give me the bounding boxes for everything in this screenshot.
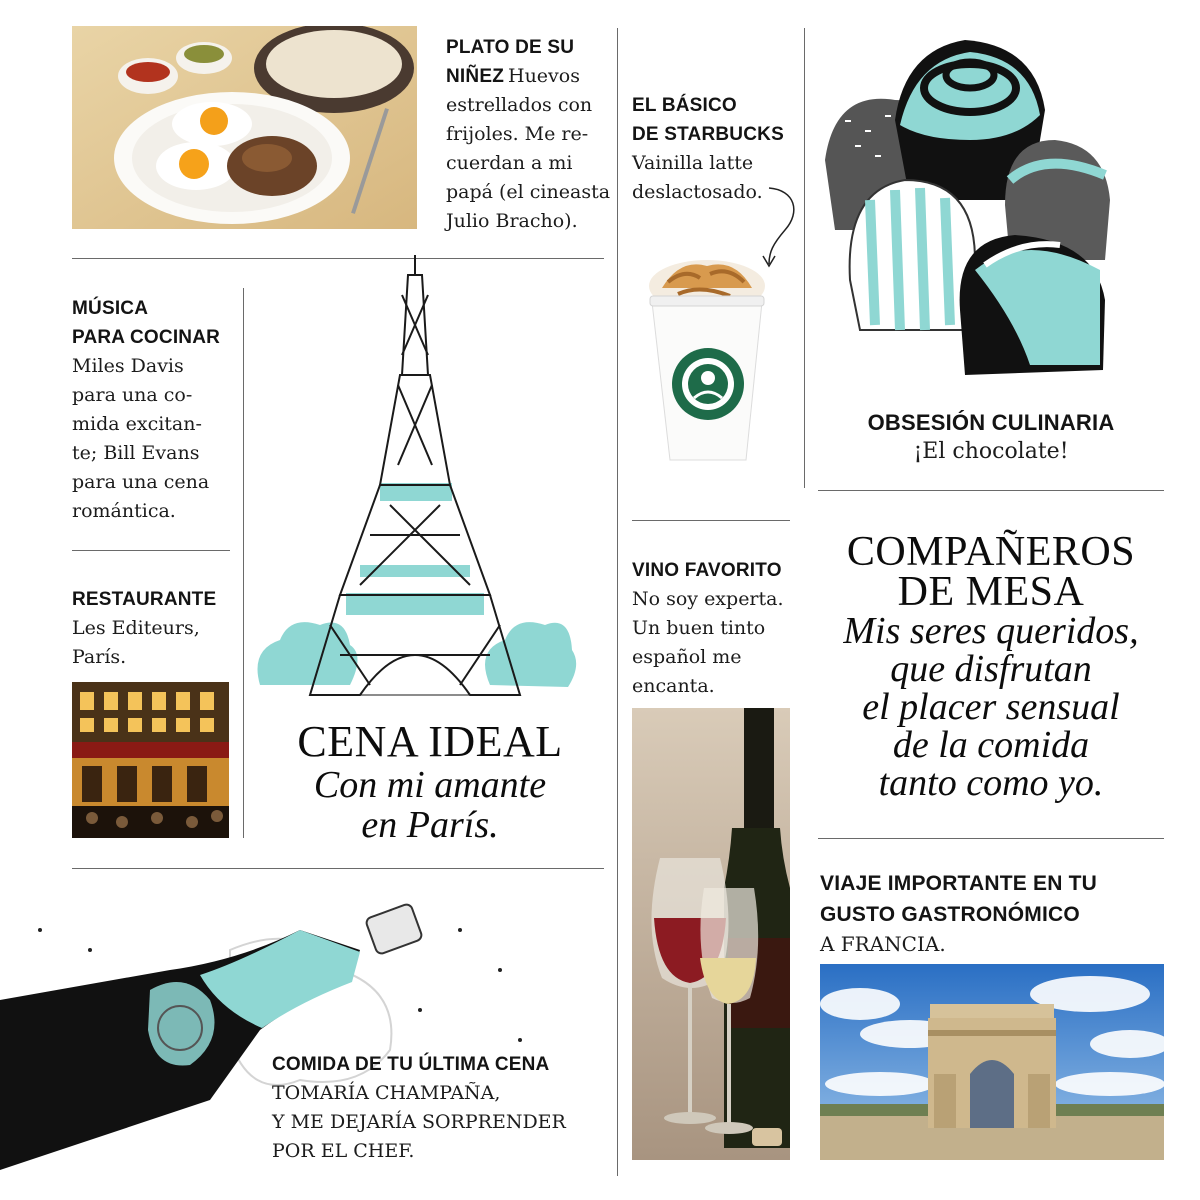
plato-section — [446, 33, 614, 236]
comida-section — [272, 1050, 612, 1166]
plato-text-line2: estrellados con — [446, 94, 593, 116]
plato-text-line1: Huevos — [508, 65, 580, 87]
musica-text-line6: romántica. — [72, 500, 176, 522]
rule-h-6 — [818, 838, 1164, 839]
restaurant-photo — [72, 682, 229, 838]
comida-heading: COMIDA DE TU ÚLTIMA CENA — [272, 1054, 550, 1075]
rule-h-3 — [72, 868, 604, 869]
plato-heading-line2: NIÑEZ — [446, 66, 504, 87]
obsesion-heading: OBSESIÓN CULINARIA — [867, 410, 1115, 435]
viaje-text: A FRANCIA. — [820, 932, 946, 956]
companeros-title-line2: DE MESA — [897, 569, 1085, 615]
musica-text-line5: para una cena — [72, 471, 210, 493]
eggs-plate-photo — [72, 26, 417, 229]
vino-text-line2: Un buen tinto — [632, 617, 766, 639]
plato-heading-line1: PLATO DE SU — [446, 37, 575, 58]
cena-sub-line1: Con mi amante — [313, 764, 547, 806]
viaje-section — [820, 868, 1164, 959]
restaurante-text-line2: París. — [72, 646, 127, 668]
companeros-sub-line4: de la comida — [892, 724, 1090, 766]
companeros-sub-line1: Mis seres queridos, — [843, 610, 1139, 652]
eiffel-tower-illustration — [250, 255, 580, 715]
rule-v-1 — [617, 28, 618, 1176]
musica-heading-line2: PARA COCINAR — [72, 327, 221, 348]
wine-photo — [632, 708, 790, 1160]
viaje-heading-line1: VIAJE IMPORTANTE EN TU — [820, 872, 1098, 895]
comida-text-line3: POR EL CHEF. — [272, 1140, 415, 1162]
plato-text-line6: Julio Bracho). — [446, 210, 578, 232]
companeros-sub-line2: que disfrutan — [890, 648, 1092, 690]
chocolates-illustration — [815, 30, 1115, 390]
rule-h-2 — [72, 550, 230, 551]
musica-text-line3: mida excitan- — [72, 413, 202, 435]
starbucks-heading-line1: EL BÁSICO — [632, 95, 737, 116]
plato-text-line3: frijoles. Me re- — [446, 123, 589, 145]
starbucks-text-line2: deslactosado. — [632, 181, 763, 203]
companeros-sub-line5: tanto como yo. — [878, 762, 1104, 804]
musica-section — [72, 294, 237, 526]
obsesion-text: ¡El chocolate! — [913, 439, 1069, 464]
cena-title: CENA IDEAL — [297, 717, 563, 766]
vino-text-line3: español me — [632, 646, 742, 668]
vino-text-line1: No soy experta. — [632, 588, 784, 610]
plato-text-line4: cuerdan a mi — [446, 152, 573, 174]
musica-text-line2: para una co- — [72, 384, 193, 406]
comida-text-line1: TOMARÍA CHAMPAÑA, — [272, 1082, 501, 1104]
restaurante-section — [72, 585, 237, 672]
companeros-sub-line3: el placer sensual — [862, 686, 1120, 728]
arc-de-triomphe-photo — [820, 964, 1164, 1160]
starbucks-heading-line2: DE STARBUCKS — [632, 124, 784, 145]
rule-h-5 — [818, 490, 1164, 491]
cena-section — [262, 717, 598, 846]
companeros-section — [818, 529, 1164, 804]
musica-heading-line1: MÚSICA — [72, 298, 149, 319]
restaurante-text-line1: Les Editeurs, — [72, 617, 200, 639]
vino-text-line4: encanta. — [632, 675, 715, 697]
cena-sub-line2: en París. — [361, 804, 499, 846]
companeros-title-line1: COMPAÑEROS — [846, 529, 1136, 575]
obsesion-section — [818, 408, 1164, 466]
plato-text-line5: papá (el cineasta — [446, 181, 611, 203]
musica-text-line4: te; Bill Evans — [72, 442, 200, 464]
rule-h-4 — [632, 520, 790, 521]
starbucks-cup-icon — [640, 238, 775, 473]
vino-section — [632, 556, 802, 701]
starbucks-text-line1: Vainilla latte — [632, 152, 754, 174]
rule-v-3 — [243, 288, 244, 838]
viaje-heading-line2: GUSTO GASTRONÓMICO — [820, 903, 1080, 926]
musica-text-line1: Miles Davis — [72, 355, 184, 377]
vino-heading: VINO FAVORITO — [632, 560, 782, 581]
comida-text-line2: Y ME DEJARÍA SORPRENDER — [272, 1111, 566, 1133]
restaurante-heading: RESTAURANTE — [72, 589, 217, 610]
